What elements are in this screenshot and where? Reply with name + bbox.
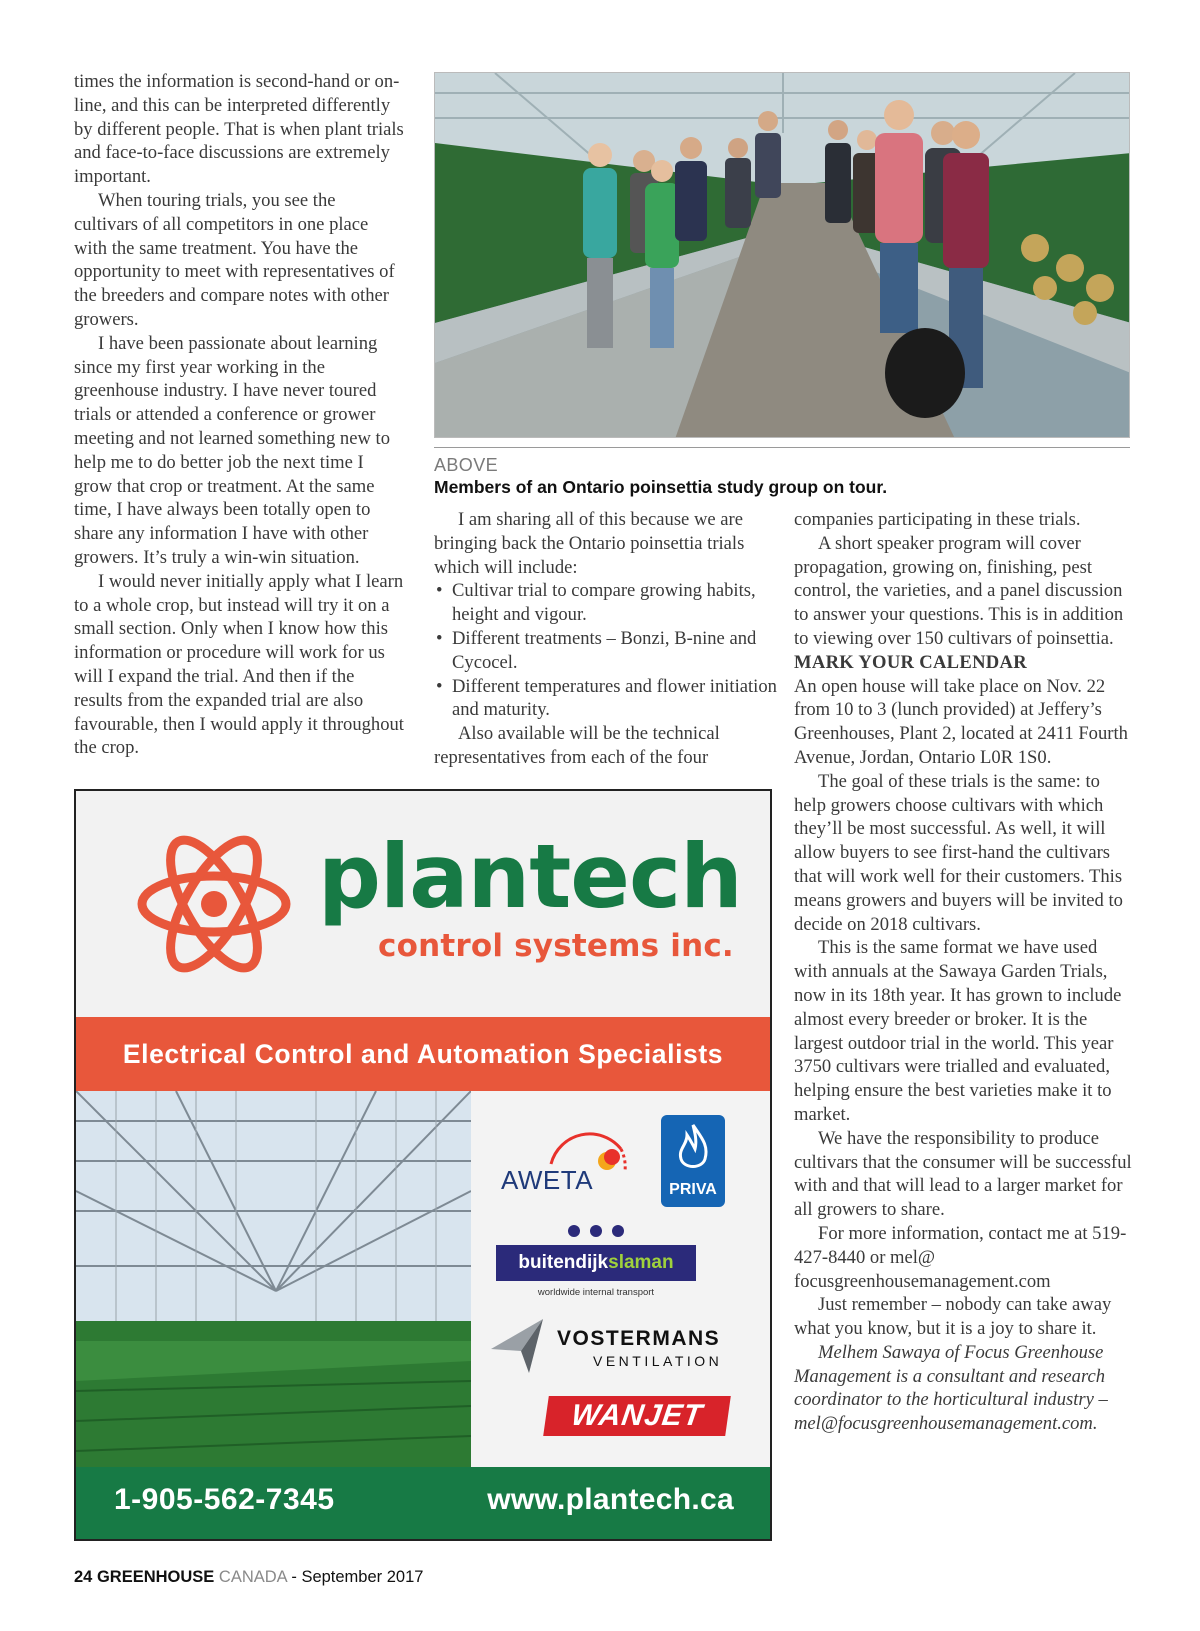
partner-logos	[471, 1091, 770, 1467]
ad-tagline: Electrical Control and Automation Specialists	[122, 1038, 724, 1069]
buitendijk-slaman-logo	[496, 1223, 696, 1303]
right-paragraph-5: Just remember – nobody can take away what you know, but it is a joy to share it.	[794, 1294, 1112, 1340]
list-item: • Different temperatures and flower initiation and maturity.	[434, 675, 779, 723]
right-continuation: companies participating in these trials.	[794, 509, 1081, 530]
greenhouse-interior-illustration	[76, 1091, 471, 1467]
speaker-paragraph: A short speaker program will cover propagation, growing on, finishing, pest control, the varieties, and a panel discussion to answer your questions. This is in addition to viewing over 150 cultivars of poinsettia.	[794, 532, 1124, 649]
brand-subtitle: control systems inc.	[378, 928, 734, 964]
left-column	[74, 70, 404, 760]
wanjet-wordmark: WANJET	[569, 1399, 705, 1432]
buitendijk-subtitle: worldwide internal transport	[537, 1287, 655, 1298]
vostermans-wordmark: VOSTERMANS	[557, 1327, 721, 1350]
author-byline: Melhem Sawaya of Focus Greenhouse Management is a consultant and research coordinator to the horticultural industry – mel@focusgreenhousemanagement.com.	[794, 1341, 1108, 1435]
vostermans-logo	[491, 1317, 761, 1377]
right-paragraph-2: This is the same format we have used with annuals at the Sawaya Garden Trials, now in its 18th year. It has grown to include almost every breeder or broker. It is the largest outdoor trial in the world. This year 3750 cultivars were trialled and evaluated, helping ensure the best varieties make it to market.	[794, 937, 1122, 1125]
magazine-name-light: CANADA	[218, 1568, 287, 1586]
right-paragraph-1: The goal of these trials is the same: to help growers choose cultivars with which they’ll be most successful. As well, it will allow buyers to see first-hand the cultivars that will work well for their customers. This means growers and buyers will be invited to decide on 2018 cultivars.	[794, 770, 1123, 935]
priva-flame-icon	[675, 1123, 711, 1171]
issue-date: - September 2017	[291, 1568, 424, 1586]
vostermans-arrow-icon	[491, 1317, 547, 1375]
page-footer	[74, 1568, 423, 1587]
left-paragraph-1: times the information is second-hand or on-line, and this can be interpreted differently by different people. That is when plant trials and face-to-face discussions are extremely important.	[74, 71, 404, 188]
vostermans-subtitle: VENTILATION	[593, 1353, 723, 1369]
greenhouse-group-illustration	[435, 73, 1130, 438]
greenhouse-photo	[76, 1091, 471, 1467]
caption-label: ABOVE	[434, 455, 499, 475]
ad-website-link[interactable]: www.plantech.ca	[487, 1483, 734, 1516]
three-dots-icon	[566, 1223, 626, 1239]
right-paragraph-3: We have the responsibility to produce cultivars that the consumer will be successful with and that will lead to a larger market for all growers to share.	[794, 1127, 1132, 1221]
middle-after: Also available will be the technical representatives from each of the four	[434, 723, 720, 768]
ad-contact-bar	[76, 1467, 770, 1539]
aweta-logo	[501, 1119, 636, 1199]
buitendijk-text: buitendijk	[518, 1252, 609, 1273]
contact-paragraph: For more information, contact me at 519-427-8440 or mel@ focusgreenhousemanagement.com	[794, 1222, 1127, 1292]
brand-name: plantech	[318, 825, 742, 928]
group-photo	[434, 72, 1130, 438]
slaman-text: slaman	[608, 1252, 674, 1273]
ad-tagline-band	[76, 1017, 770, 1091]
atom-logo-icon	[134, 811, 294, 997]
buitendijk-wordmark	[496, 1245, 696, 1281]
calendar-heading: MARK YOUR CALENDAR	[794, 651, 1027, 673]
list-item: • Different treatments – Bonzi, B-nine and Cycocel.	[434, 627, 779, 675]
ad-phone-number[interactable]: 1-905-562-7345	[114, 1483, 335, 1516]
left-paragraph-3: I have been passionate about learning since my first year working in the greenhouse industry. I have never toured trials or attended a conference or grower meeting and not learned something new to help me to do better job the next time I grow that crop or treatment. At the same time, I have always been totally open to share any information I have with other growers. It’s truly a win-win situation.	[74, 332, 391, 568]
magazine-name: GREENHOUSE	[96, 1568, 215, 1586]
caption-divider	[434, 447, 1130, 448]
middle-intro: I am sharing all of this because we are bringing back the Ontario poinsettia trials which will include:	[434, 509, 745, 578]
left-paragraph-2: When touring trials, you see the cultivars of all competitors in one place with the same treatment. You have the opportunity to meet with representatives of the breeders and compare notes with other growers.	[74, 189, 395, 330]
open-house-paragraph: An open house will take place on Nov. 22 from 10 to 3 (lunch provided) at Jeffery’s Greenhouses, Plant 2, located at 2411 Fourth Avenue, Jordan, Ontario L0R 1S0.	[794, 675, 1128, 768]
priva-logo	[661, 1115, 725, 1207]
right-column	[794, 508, 1134, 1436]
photo-caption: Members of an Ontario poinsettia study group on tour.	[434, 477, 888, 497]
trial-list	[434, 579, 779, 722]
left-paragraph-4: I would never initially apply what I learn to a whole crop, but instead will try it on a small section. Only when I know how this information or procedure will work for us will I expand the trial. And then if the results from the expanded trial are also favourable, then I would apply it throughout the crop.	[74, 570, 404, 759]
wanjet-logo	[543, 1396, 731, 1436]
page-number: 24	[74, 1568, 93, 1586]
priva-wordmark: PRIVA	[669, 1181, 717, 1198]
plantech-advertisement[interactable]	[74, 789, 772, 1541]
ad-header	[76, 791, 770, 1017]
middle-column	[434, 508, 779, 770]
aweta-wordmark: AWETA	[501, 1165, 594, 1195]
list-item: • Cultivar trial to compare growing habits, height and vigour.	[434, 579, 779, 627]
